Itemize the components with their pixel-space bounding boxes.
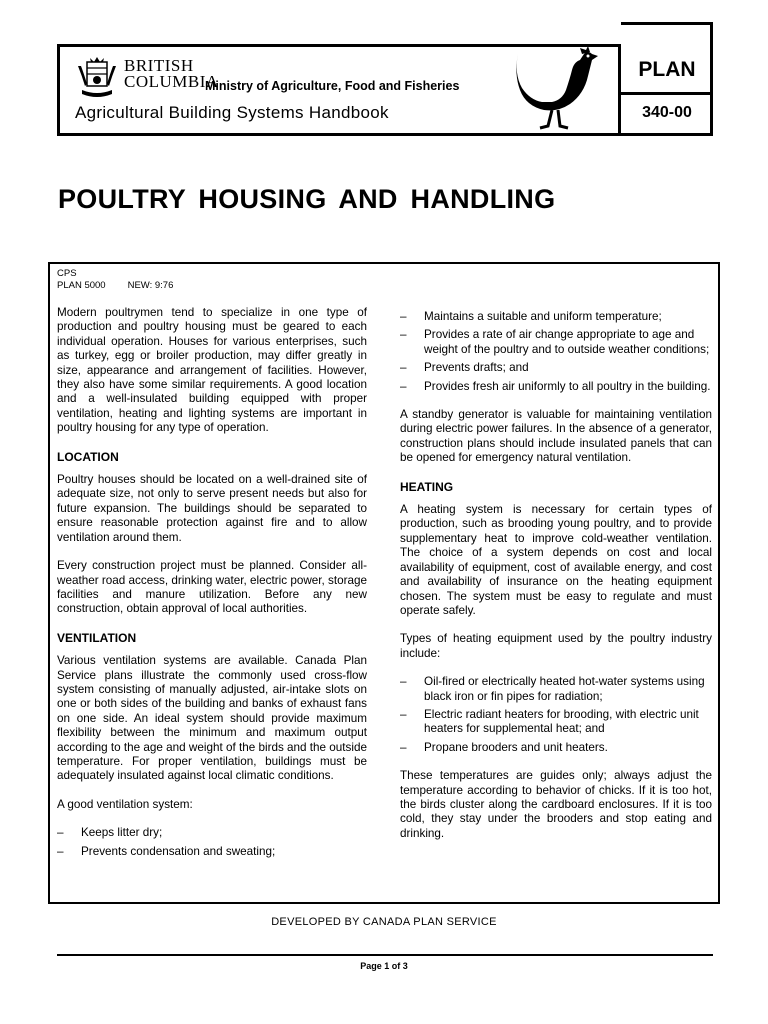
province-name-line1: BRITISH [124,56,194,75]
location-paragraph-2: Every construction project must be planned. Consider all-weather road access, drinking water, electric power, storage facilities and manure utilization. Before any new construction, obtain approval of local authorities. [57,559,367,616]
ventilation-paragraph-1: Various ventilation systems are available. Canada Plan Service plans illustrate the commonly used cross-flow system consisting of manually adjusted, air-intake slots on one or both sides of the building and banks of exhaust fans on one side. An ideal system should provide maximum flexibility between the minimum and maximum output according to the age and weight of the birds and the outside temperature. For proper ventilation, buildings must be adequately insulated against local climatic conditions. [57,654,367,783]
list-item: – Electric radiant heaters for brooding, with electric unit heaters for supplemental heat; and [400,708,712,737]
bc-crest-icon [74,54,120,100]
plan-number: 340-00 [642,104,692,121]
ministry-name: Ministry of Agriculture, Food and Fisheries [205,79,460,93]
heating-paragraph-2: Types of heating equipment used by the poultry industry include: [400,632,712,660]
list-item: – Oil-fired or electrically heated hot-water systems using black iron or fin pipes for radiation; [400,675,712,704]
left-column [57,268,367,873]
cps-code: CPS [57,268,77,279]
list-item: – Provides fresh air uniformly to all poultry in the building. [400,380,712,394]
plan-code: PLAN 5000 [57,280,106,291]
list-item: – Prevents condensation and sweating; [57,845,367,859]
footer-divider [57,954,713,956]
province-name-line2: COLUMBIA [124,72,219,91]
location-heading: LOCATION [57,449,119,464]
standby-paragraph: A standby generator is valuable for maintaining ventilation during electric power failures. In the absence of a generator, construction plans should include insulated panels that can be opened for emergency natural ventilation. [400,408,712,465]
plan-label: PLAN [638,58,696,81]
new-code: NEW: 9:76 [127,280,174,291]
list-item: – Prevents drafts; and [400,361,712,375]
list-item: – Keeps litter dry; [57,826,367,840]
heating-paragraph-1: A heating system is necessary for certain types of production, such as brooding young poultry, and to provide supplementary heat to improve cold-weather ventilation. The choice of a system depends on cost and local availability of equipment, cost of available energy, and cost and availability of insurance on the heating equipment chosen. The system must be easy to regulate and must operate safely. [400,503,712,617]
intro-paragraph: Modern poultrymen tend to specialize in one type of production and poultry housing must be geared to each individual operation. Houses for various enterprises, such as turkey, egg or broiler production, may differ greatly in size, appearance and arrangement of facilities. However, they also have some similar requirements. A good location and a well-insulated building equipped with proper ventilation, heating and lighting systems are important in poultry housing for any type of operation. [57,306,367,435]
list-item: – Propane brooders and unit heaters. [400,741,712,755]
list-item: – Provides a rate of air change appropriate to age and weight of the poultry and to outside weather conditions; [400,328,712,357]
developed-by: DEVELOPED BY CANADA PLAN SERVICE [271,916,497,928]
right-column [400,310,712,855]
location-paragraph-1: Poultry houses should be located on a well-drained site of adequate size, not only to serve present needs but also for future expansion. The buildings should be separated to ensure reasonable protection against fire and to allow ventilation around them. [57,473,367,544]
page-number: Page 1 of 3 [360,961,408,971]
ventilation-paragraph-2: A good ventilation system: [57,797,193,811]
heating-list [400,675,712,755]
ventilation-list [57,826,367,859]
ventilation-heading: VENTILATION [57,630,137,645]
heating-heading: HEATING [400,479,454,494]
plan-code-line [57,280,367,292]
handbook-title: Agricultural Building Systems Handbook [75,103,389,122]
list-item: – Maintains a suitable and uniform temperature; [400,310,712,324]
page-title: POULTRY HOUSING AND HANDLING [58,184,556,214]
ventilation-list-continued [400,310,712,394]
plan-divider [621,92,713,95]
heating-paragraph-3: These temperatures are guides only; always adjust the temperature according to behavior of chicks. If it is too hot, the birds cluster along the cardboard enclosures. If it is too cold, they stay under the brooders and stop eating and drinking. [400,769,712,840]
hen-icon [512,40,608,136]
